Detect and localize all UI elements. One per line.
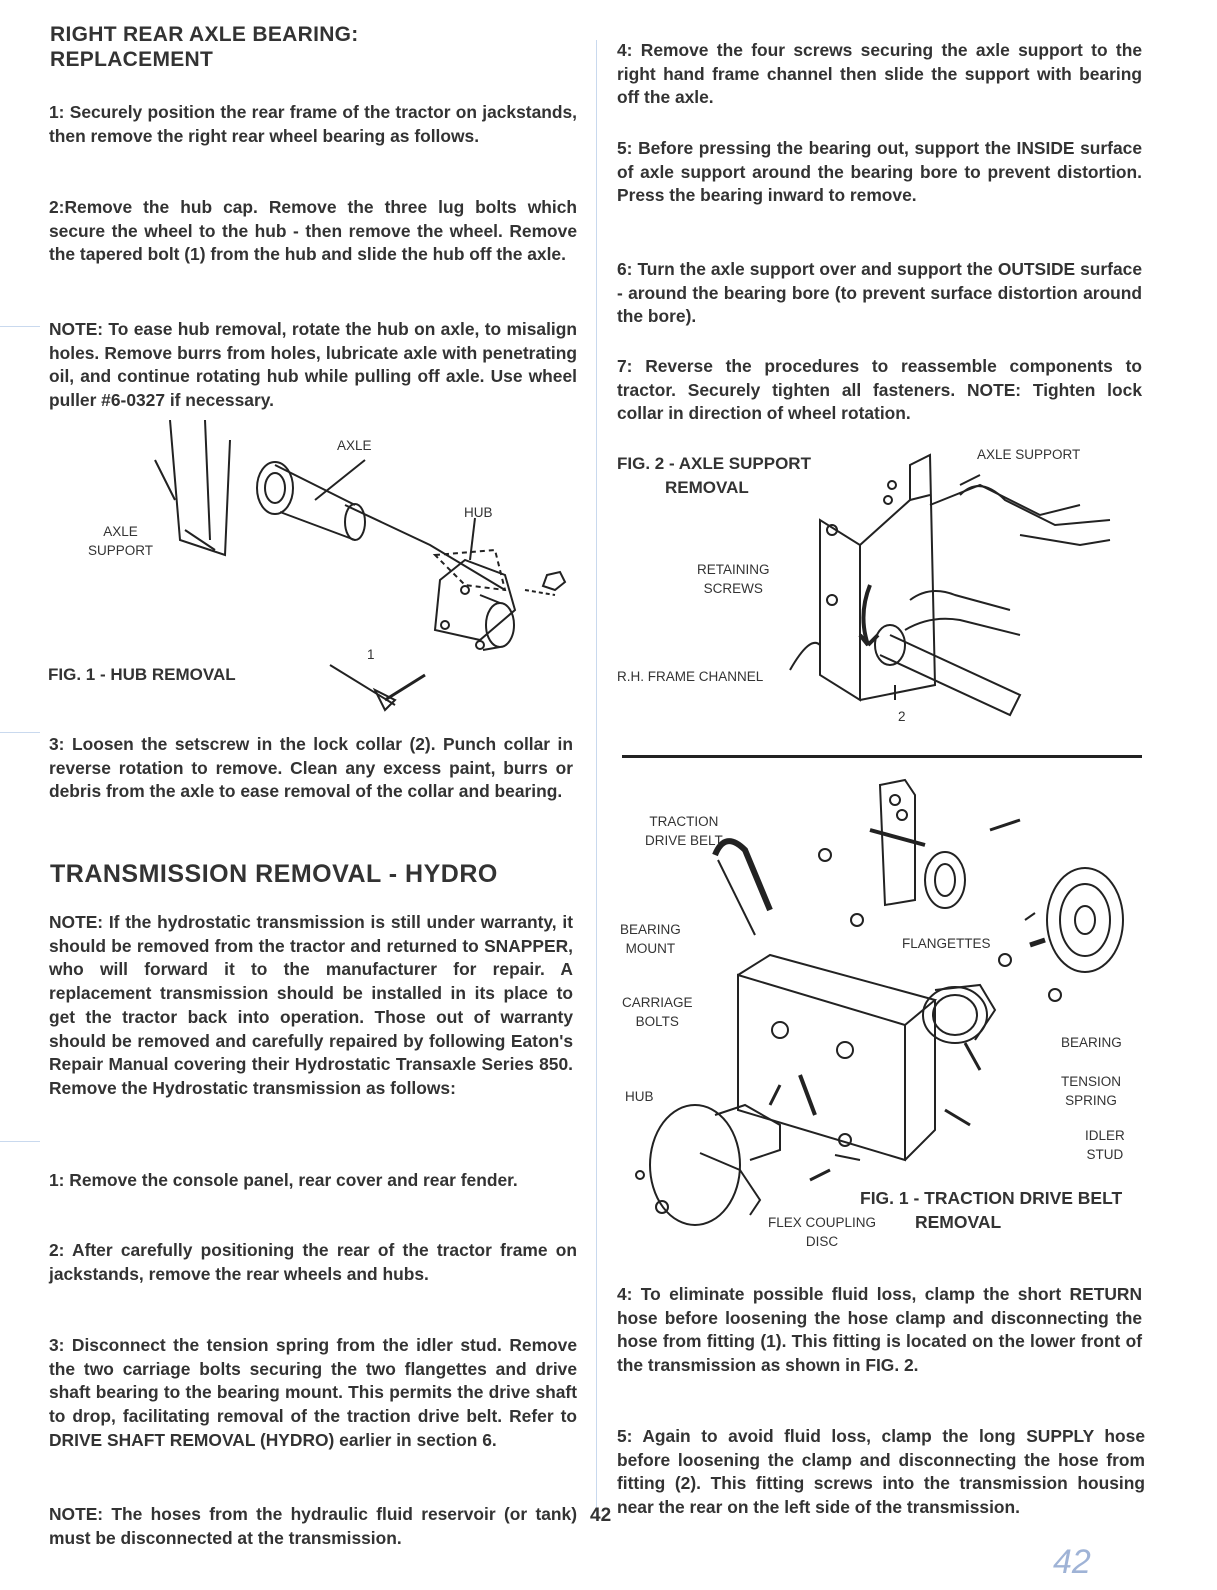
fig3-label-traction-drive-belt: TRACTION DRIVE BELT [645,814,723,848]
title-line-2: REPLACEMENT [50,48,214,71]
step-4-paragraph: 4: Remove the four screws securing the axle support to the right hand frame channel then slide the support with bearing off the axle. [617,40,1142,108]
fig3-caption-line-2: REMOVAL [915,1212,1002,1232]
trans-step-3: 3: Disconnect the tension spring from the idler stud. Remove the two carriage bolts securing the two flangettes and drive shaft bearing to the bearing mount. This permits the drive shaft to drop, facilitating removal of the traction drive belt. Refer to DRIVE SHAFT REMOVAL (HYDRO) earlier in section 6. [49,1335,577,1450]
step-1-paragraph: 1: Securely position the rear frame of the tractor on jackstands, then remove the right rear wheel bearing as follows. [49,102,577,146]
title-line-1: RIGHT REAR AXLE BEARING: [50,23,359,46]
fig3-label-bearing: BEARING [1061,1035,1122,1050]
fig3-label-carriage-bolts: CARRIAGE BOLTS [622,995,693,1029]
scan-guide-v [596,40,597,1520]
step-2-paragraph: 2:Remove the hub cap. Remove the three lug bolts which secure the wheel to the hub - then remove the wheel. Remove the tapered bolt (1) from the hub and slide the hub off the axle. [49,197,577,265]
fig3-label-idler-stud: IDLER STUD [1085,1128,1125,1162]
scan-guide-h [0,732,40,733]
note-hub-removal: NOTE: To ease hub removal, rotate the hub on axle, to misalign holes. Remove burrs from holes, lubricate axle with penetrating oil, and continue rotating hub while pulling off axle. Use wheel puller #6-0327 if necessary. [49,319,577,411]
note-hoses: NOTE: The hoses from the hydraulic fluid reservoir (or tank) must be disconnected at the transmission. [49,1504,577,1548]
fig1-callout-1: 1 [367,647,375,662]
fig2-callout-2: 2 [898,709,906,724]
section-divider [622,755,1142,758]
hose-step-5: 5: Again to avoid fluid loss, clamp the long SUPPLY hose before loosening the clamp and disconnecting the hose from fitting (2). This fitting screws into the transmission housing near the rear on the left side of the transmission. [617,1426,1145,1518]
scan-guide-h [0,326,40,327]
fig3-label-flex-coupling-disc: FLEX COUPLING DISC [768,1215,877,1249]
trans-step-1: 1: Remove the console panel, rear cover and rear fender. [49,1170,518,1190]
fig3-label-tension-spring: TENSION SPRING [1061,1074,1122,1108]
fig3-caption-line-1: FIG. 1 - TRACTION DRIVE BELT [860,1188,1123,1208]
fig2-caption-line-1: FIG. 2 - AXLE SUPPORT [617,454,811,473]
fig3-label-hub: HUB [625,1089,654,1104]
fig2-label-frame-channel: R.H. FRAME CHANNEL [617,669,764,684]
fig2-label-retaining-screws: RETAINING SCREWS [697,562,770,596]
transmission-removal-title: TRANSMISSION REMOVAL - HYDRO [50,860,498,888]
trans-step-2: 2: After carefully positioning the rear of the tractor frame on jackstands, remove the rear wheels and hubs. [49,1240,577,1284]
fig1-label-axle-support: AXLE SUPPORT [88,524,154,558]
step-3-paragraph: 3: Loosen the setscrew in the lock collar (2). Punch collar in reverse rotation to remove. Clean any excess paint, burrs or debris from the axle to ease removal of the collar and bearing. [49,734,573,802]
fig2-label-axle-support: AXLE SUPPORT [977,447,1081,462]
step-6-paragraph: 6: Turn the axle support over and support the OUTSIDE surface - around the bearing bore (to prevent surface distortion around the bore). [617,259,1142,327]
fig3-label-flangettes: FLANGETTES [902,936,991,951]
section-title-axle-bearing [50,22,359,72]
step-5-paragraph: 5: Before pressing the bearing out, support the INSIDE surface of axle support around the bearing bore to prevent distortion. Press the bearing inward to remove. [617,138,1142,206]
axle-support-figure [780,445,1140,720]
page-number: 42 [590,1505,612,1526]
fig3-label-bearing-mount: BEARING MOUNT [620,922,681,956]
fig3-caption [860,1186,1122,1234]
note-warranty: NOTE: If the hydrostatic transmission is still under warranty, it should be removed from the tractor and returned to SNAPPER, who will forward it to the manufacturer for repair. A replacement transmission should be installed in its place to get the tractor back into operation. Those out of warranty should be removed and carefully repaired by following Eaton's Repair Manual covering their Hydrostatic Transaxle Series 850. Remove the Hydrostatic transmission as follows: [49,912,573,1098]
fig1-label-axle: AXLE [337,438,372,453]
hose-step-4: 4: To eliminate possible fluid loss, clamp the short RETURN hose before loosening the hose clamp and disconnecting the hose from fitting (1). This fitting is located on the lower front of the transmission as shown in FIG. 2. [617,1284,1142,1376]
step-7-paragraph: 7: Reverse the procedures to reassemble components to tractor. Securely tighten all fasteners. NOTE: Tighten lock collar in direction of wheel rotation. [617,356,1142,424]
fig2-caption-line-2: REMOVAL [665,478,749,497]
handwritten-page-mark: 42 [1053,1543,1091,1581]
scan-guide-h [0,1141,40,1142]
fig1-label-hub: HUB [464,505,493,520]
fig1-caption: FIG. 1 - HUB REMOVAL [48,665,236,684]
